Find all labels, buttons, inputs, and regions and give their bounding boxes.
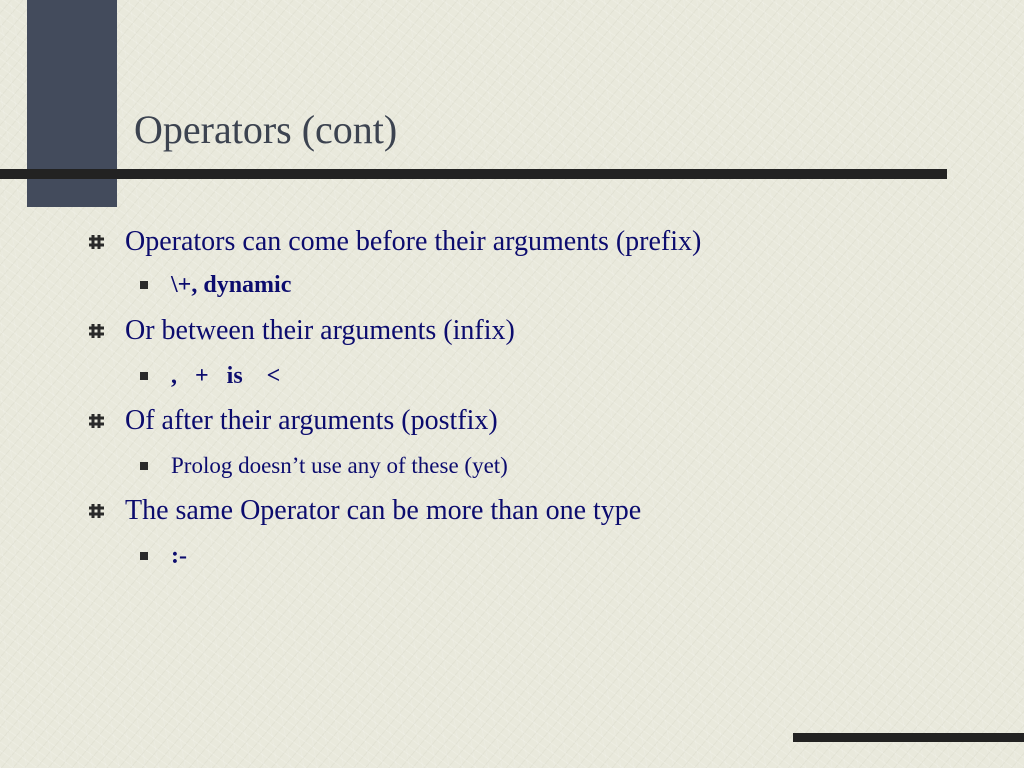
sub-bullet-item (140, 542, 187, 570)
bullet-text: Or between their arguments (infix) (125, 315, 515, 346)
square-bullet-icon (140, 281, 148, 289)
bullet-text: Of after their arguments (postfix) (125, 405, 498, 436)
bullet-item (88, 314, 515, 348)
square-bullet-icon (140, 372, 148, 380)
title-divider (0, 169, 947, 179)
sub-bullet-item (140, 362, 280, 390)
bullet-item (88, 225, 701, 259)
sub-bullet-item (140, 452, 508, 480)
bullet-item (88, 404, 498, 438)
hash-bullet-icon (88, 412, 125, 430)
sub-bullet-item (140, 271, 291, 299)
footer-divider (793, 733, 1024, 742)
sub-bullet-text: \+, dynamic (171, 272, 292, 298)
square-bullet-icon (140, 462, 148, 470)
bullet-item (88, 494, 641, 528)
sub-bullet-text: , + is < (171, 363, 281, 389)
bullet-text: Operators can come before their arguments (prefix) (125, 226, 702, 257)
bullet-text: The same Operator can be more than one type (125, 495, 642, 526)
sub-bullet-text: Prolog doesn’t use any of these (yet) (171, 453, 508, 478)
sub-bullet-text: :- (171, 543, 187, 569)
hash-bullet-icon (88, 502, 125, 520)
hash-bullet-icon (88, 322, 125, 340)
slide-title: Operators (cont) (134, 107, 398, 152)
hash-bullet-icon (88, 233, 125, 251)
square-bullet-icon (140, 552, 148, 560)
